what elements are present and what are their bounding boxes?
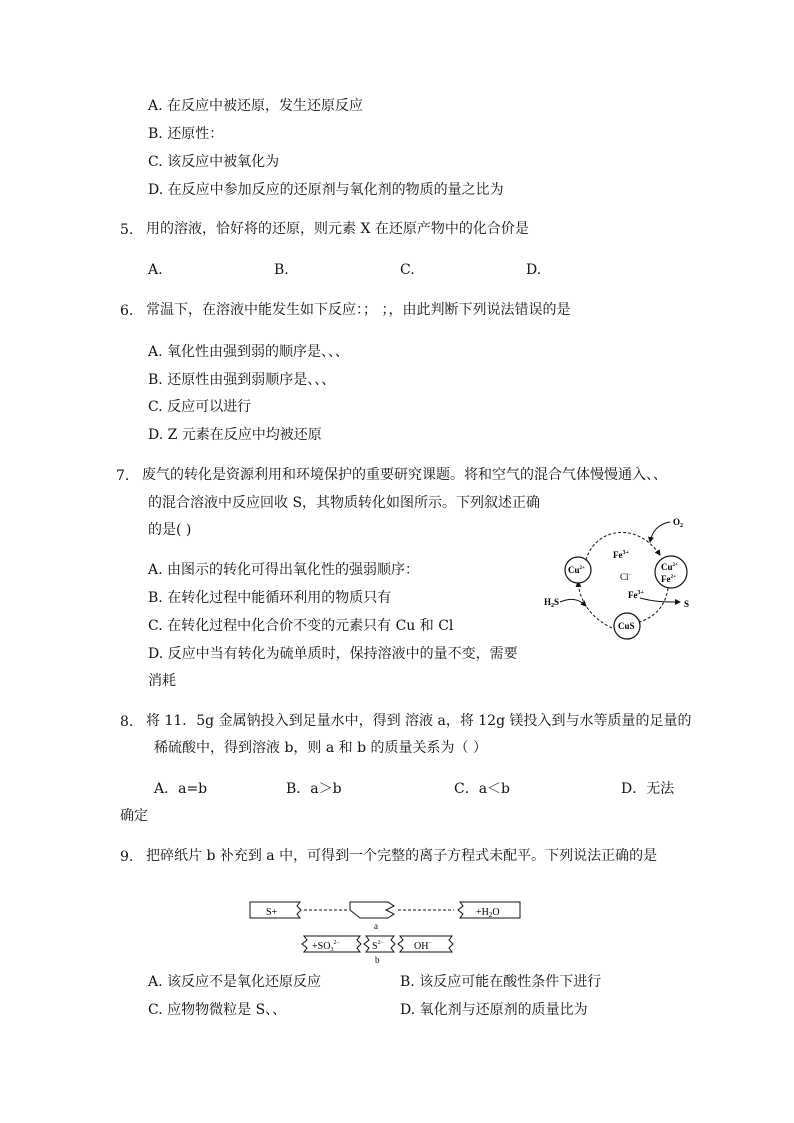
q9-option-d: D. 氧化剂与还原剂的质量比为 xyxy=(400,1002,588,1018)
q7-number: 7. xyxy=(116,468,130,484)
q6-option-c: C. 反应可以进行 xyxy=(148,399,252,415)
q6-option-b: B. 还原性由强到弱顺序是、、、 xyxy=(148,372,336,388)
oh-text: OH− xyxy=(414,940,432,952)
q8-option-a: A．a=b xyxy=(154,781,208,797)
fe3-top-label: $Fe^{3+}$ xyxy=(613,550,629,560)
q7-option-b: B. 在转化过程中能循环利用的物质只有 xyxy=(148,590,392,606)
label-b: b xyxy=(375,955,380,965)
q5-option-a: A. xyxy=(148,262,163,278)
q7-stem-line3: 的是( ) xyxy=(148,522,192,538)
so3-text: $+SO_3^{2-}$ xyxy=(312,940,340,953)
q6-stem: 常温下，在溶液中能发生如下反应：； ；，由此判断下列说法错误的是 xyxy=(146,302,571,318)
q6-option-d: D. Z 元素在反应中均被还原 xyxy=(148,427,322,443)
cu2-label: $Cu^{2+}$ xyxy=(568,565,585,575)
s2-text: $S^{2-}$ xyxy=(372,940,384,952)
q9-option-c: C. 应物物微粒是 S、、 xyxy=(148,1002,287,1018)
q9-stem: 把碎纸片 b 补充到 a 中，可得到一个完整的离子方程式未配平。下列说法正确的是 xyxy=(146,848,658,864)
q8-stem-line2: 稀硫酸中，得到溶液 b，则 a 和 b 的质量关系为（ ） xyxy=(154,740,487,756)
q9-option-a: A. 该反应不是氧化还原反应 xyxy=(148,974,322,990)
q5-option-c: C. xyxy=(400,262,415,278)
q5-stem: 用的溶液，恰好将的还原，则元素 X 在还原产物中的化合价是 xyxy=(146,221,529,237)
q5-option-b: B. xyxy=(274,262,289,278)
q4-option-a: A. 在反应中被还原，发生还原反应 xyxy=(148,98,364,114)
fe-right-label: $Fe^{2+}$ xyxy=(661,574,676,584)
q7-stem-line1: 废气的转化是资源利用和环境保护的重要研究课题。将和空气的混合气体慢慢通入、、 xyxy=(142,467,667,483)
q8-option-d-cont: 确定 xyxy=(120,808,148,824)
q7-option-d-line1: D. 反应中当有转化为硫单质时，保持溶液中的量不变，需要 xyxy=(148,646,518,662)
q9-paper-fragments-figure xyxy=(248,896,528,966)
q8-stem-line1: 将 11．5g 金属钠投入到足量水中，得到 溶液 a，将 12g 镁投入到与水等质量的足量的 xyxy=(146,713,692,729)
fe3-bottom-label: $Fe^{3+}$ xyxy=(628,590,644,600)
cus-label: CuS xyxy=(618,621,635,631)
q9-option-b: B. 该反应可能在酸性条件下进行 xyxy=(400,974,602,990)
s-label: S xyxy=(684,599,690,609)
q7-conversion-diagram xyxy=(540,510,700,645)
label-a: a xyxy=(374,921,378,931)
q7-option-d-line2: 消耗 xyxy=(148,673,176,689)
o2-label: $O_2$ xyxy=(673,517,684,529)
q6-number: 6. xyxy=(120,303,134,319)
q4-option-c: C. 该反应中被氧化为 xyxy=(148,154,280,170)
q7-stem-line2: 的混合溶液中反应回收 S，其物质转化如图所示。下列叙述正确 xyxy=(148,495,541,511)
q4-option-d: D. 在反应中参加反应的还原剂与氧化剂的物质的量之比为 xyxy=(148,182,504,198)
s-plus-text: S+ xyxy=(266,907,278,918)
q7-option-c: C. 在转化过程中化合价不变的元素只有 Cu 和 Cl xyxy=(148,618,454,634)
q5-option-d: D. xyxy=(526,262,542,278)
cl-label: Cl− xyxy=(620,572,632,582)
q9-number: 9. xyxy=(120,849,134,865)
fragment-blank-a xyxy=(350,902,394,918)
q8-option-b: B．a＞b xyxy=(286,781,342,797)
q8-number: 8. xyxy=(120,714,134,730)
h2s-label: $H_2S$ xyxy=(544,597,560,609)
q8-option-d: D．无法 xyxy=(621,781,675,797)
q7-option-a: A. 由图示的转化可得出氧化性的强弱顺序： xyxy=(148,562,420,578)
cu-fe-circle xyxy=(655,556,687,588)
q4-option-b: B. 还原性： xyxy=(148,126,224,142)
h2o-text: $+H_2O$ xyxy=(476,907,500,919)
cu-right-label: $Cu^{2+}$ xyxy=(661,562,678,572)
q8-option-c: C．a＜b xyxy=(454,781,511,797)
q6-option-a: A. 氧化性由强到弱的顺序是、、、 xyxy=(148,344,350,360)
q5-number: 5. xyxy=(120,222,134,238)
